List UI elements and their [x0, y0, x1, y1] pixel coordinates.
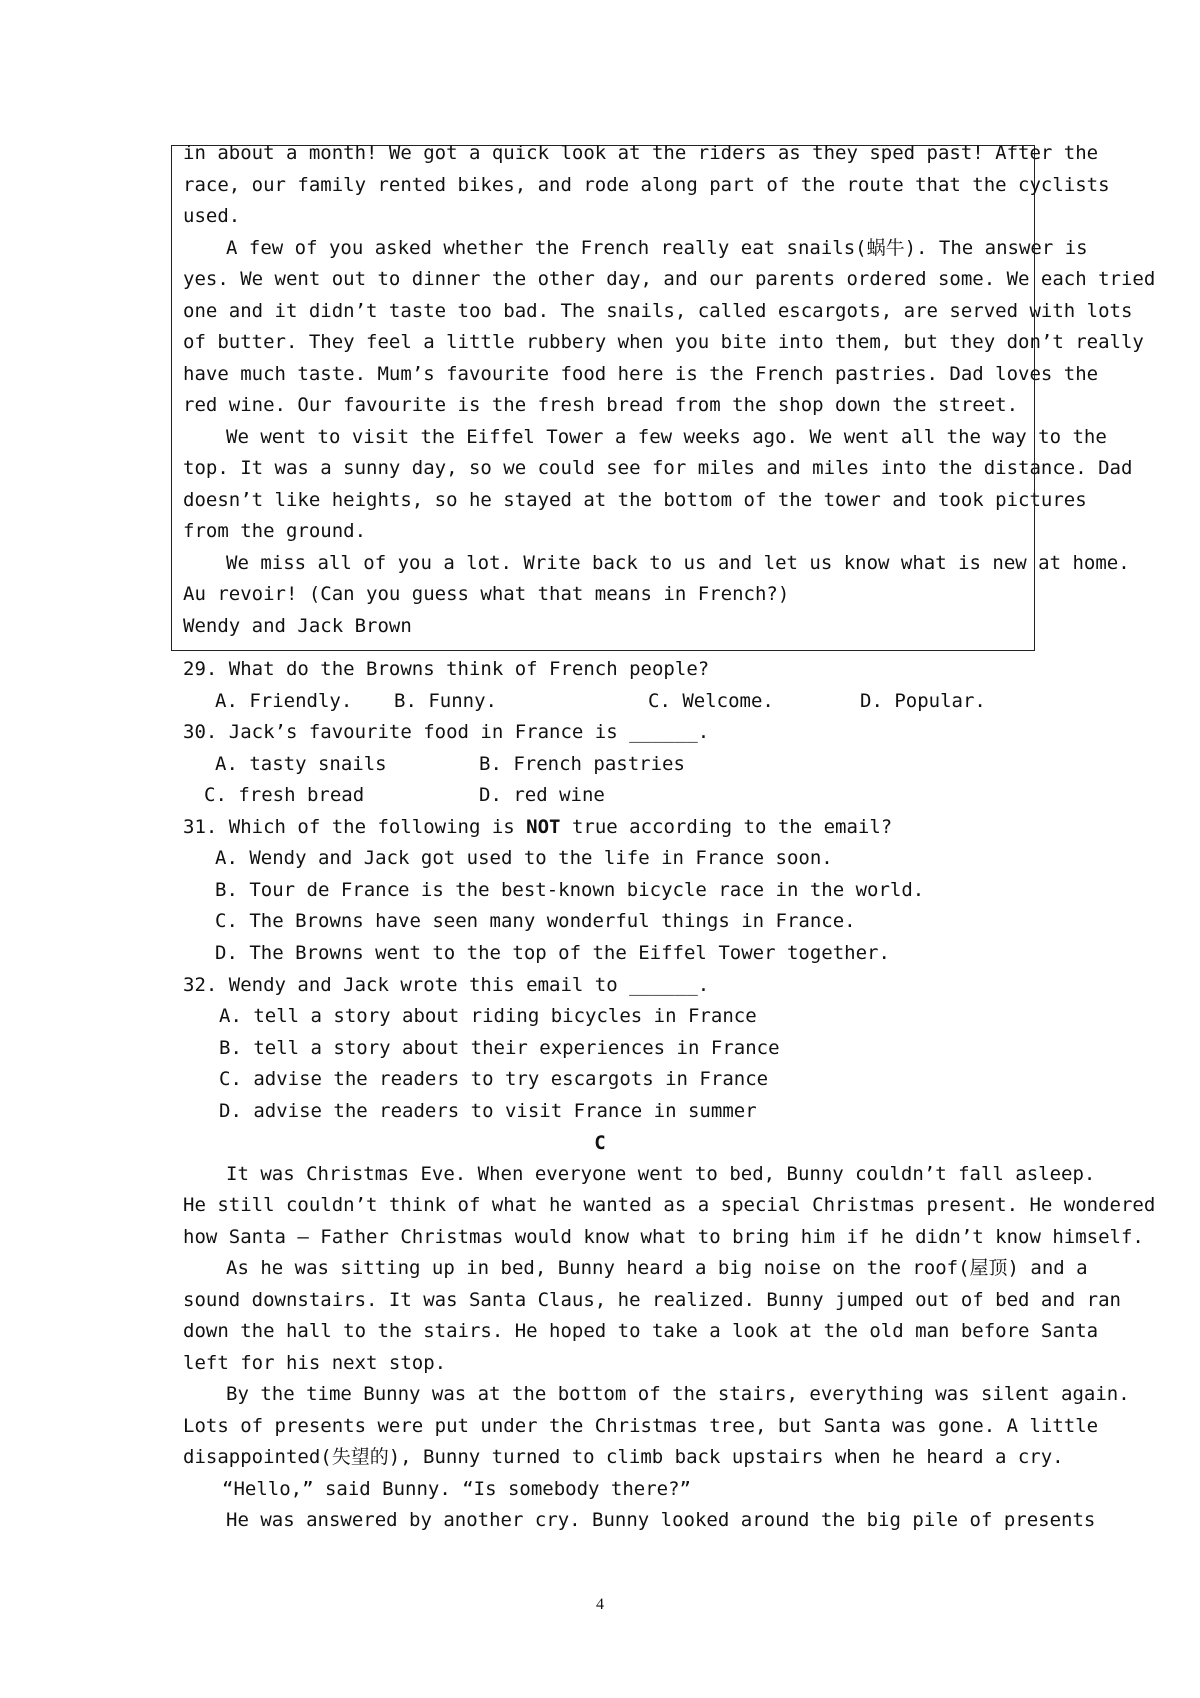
letter-line: in about a month! We got a quick look at the riders as they sped past! After the [183, 142, 1099, 164]
section-c-title: C [594, 1132, 606, 1154]
question-32-stem: 32. Wendy and Jack wrote this email to ______. [183, 974, 710, 996]
passage-line: how Santa — Father Christmas would know what to bring him if he didn’t know himself. [183, 1226, 1144, 1248]
question-29-option-a: A. Friendly. [215, 690, 353, 712]
question-30-option-b: B. French pastries [479, 753, 685, 775]
letter-line: one and it didn’t taste too bad. The snails, called escargots, are served with lots [183, 300, 1133, 322]
letter-line: yes. We went out to dinner the other day, and our parents ordered some. We each tried [183, 268, 1156, 290]
question-29-option-d: D. Popular. [860, 690, 986, 712]
passage-line: down the hall to the stairs. He hoped to take a look at the old man before Santa [183, 1320, 1099, 1342]
question-31-stem-pre: 31. Which of the following is [183, 816, 527, 838]
passage-line: sound downstairs. It was Santa Claus, he realized. Bunny jumped out of bed and ran [183, 1289, 1121, 1311]
question-31-stem [183, 812, 892, 844]
letter-line: have much taste. Mum’s favourite food here is the French pastries. Dad loves the [183, 363, 1099, 385]
question-32-option-b: B. tell a story about their experiences in France [219, 1037, 780, 1059]
letter-line: used. [183, 205, 241, 227]
passage-line: By the time Bunny was at the bottom of the stairs, everything was silent again. [226, 1383, 1130, 1405]
passage-line: As he was sitting up in bed, Bunny heard a big noise on the roof(屋顶) and a [226, 1257, 1088, 1279]
passage-line: It was Christmas Eve. When everyone went to bed, Bunny couldn’t fall asleep. [226, 1163, 1096, 1185]
passage-line: Lots of presents were put under the Christmas tree, but Santa was gone. A little [183, 1415, 1099, 1437]
letter-line: A few of you asked whether the French really eat snails(蜗牛). The answer is [226, 237, 1088, 259]
letter-signature: Wendy and Jack Brown [183, 615, 412, 637]
letter-line: We miss all of you a lot. Write back to us and let us know what is new at home. [226, 552, 1130, 574]
letter-line: doesn’t like heights, so he stayed at the bottom of the tower and took pictures [183, 489, 1087, 511]
question-30-stem: 30. Jack’s favourite food in France is ______. [183, 721, 710, 743]
letter-line: We went to visit the Eiffel Tower a few weeks ago. We went all the way to the [226, 426, 1107, 448]
question-31-option-b: B. Tour de France is the best-known bicycle race in the world. [215, 879, 925, 901]
question-31-option-a: A. Wendy and Jack got used to the life in France soon. [215, 847, 833, 869]
question-30-option-d: D. red wine [479, 784, 605, 806]
passage-line: He still couldn’t think of what he wanted as a special Christmas present. He wondered [183, 1194, 1156, 1216]
question-32-option-d: D. advise the readers to visit France in summer [219, 1100, 757, 1122]
letter-line: top. It was a sunny day, so we could see for miles and miles into the distance. Dad [183, 457, 1133, 479]
question-31-option-d: D. The Browns went to the top of the Eiffel Tower together. [215, 942, 890, 964]
passage-line: He was answered by another cry. Bunny looked around the big pile of presents [226, 1509, 1096, 1531]
passage-line: disappointed(失望的), Bunny turned to climb back upstairs when he heard a cry. [183, 1446, 1064, 1468]
question-29-stem: 29. What do the Browns think of French people? [183, 658, 710, 680]
passage-line: left for his next stop. [183, 1352, 447, 1374]
question-32-option-c: C. advise the readers to try escargots in France [219, 1068, 769, 1090]
question-29-option-b: B. Funny. [394, 690, 497, 712]
letter-line: race, our family rented bikes, and rode along part of the route that the cyclists [183, 174, 1110, 196]
letter-line: red wine. Our favourite is the fresh bread from the shop down the street. [183, 394, 1019, 416]
question-31-stem-post: true according to the email? [560, 816, 893, 838]
question-32-option-a: A. tell a story about riding bicycles in France [219, 1005, 757, 1027]
passage-line: “Hello,” said Bunny. “Is somebody there?” [222, 1478, 691, 1500]
question-30-option-c: C. fresh bread [204, 784, 365, 806]
question-31-stem-emphasis: NOT [526, 816, 561, 838]
page-number: 4 [596, 1596, 604, 1613]
letter-line: Au revoir! (Can you guess what that means in French?) [183, 583, 790, 605]
question-30-option-a: A. tasty snails [215, 753, 387, 775]
question-31-option-c: C. The Browns have seen many wonderful things in France. [215, 910, 856, 932]
letter-line: from the ground. [183, 520, 367, 542]
letter-line: of butter. They feel a little rubbery when you bite into them, but they don’t really [183, 331, 1144, 353]
question-29-option-c: C. Welcome. [648, 690, 774, 712]
